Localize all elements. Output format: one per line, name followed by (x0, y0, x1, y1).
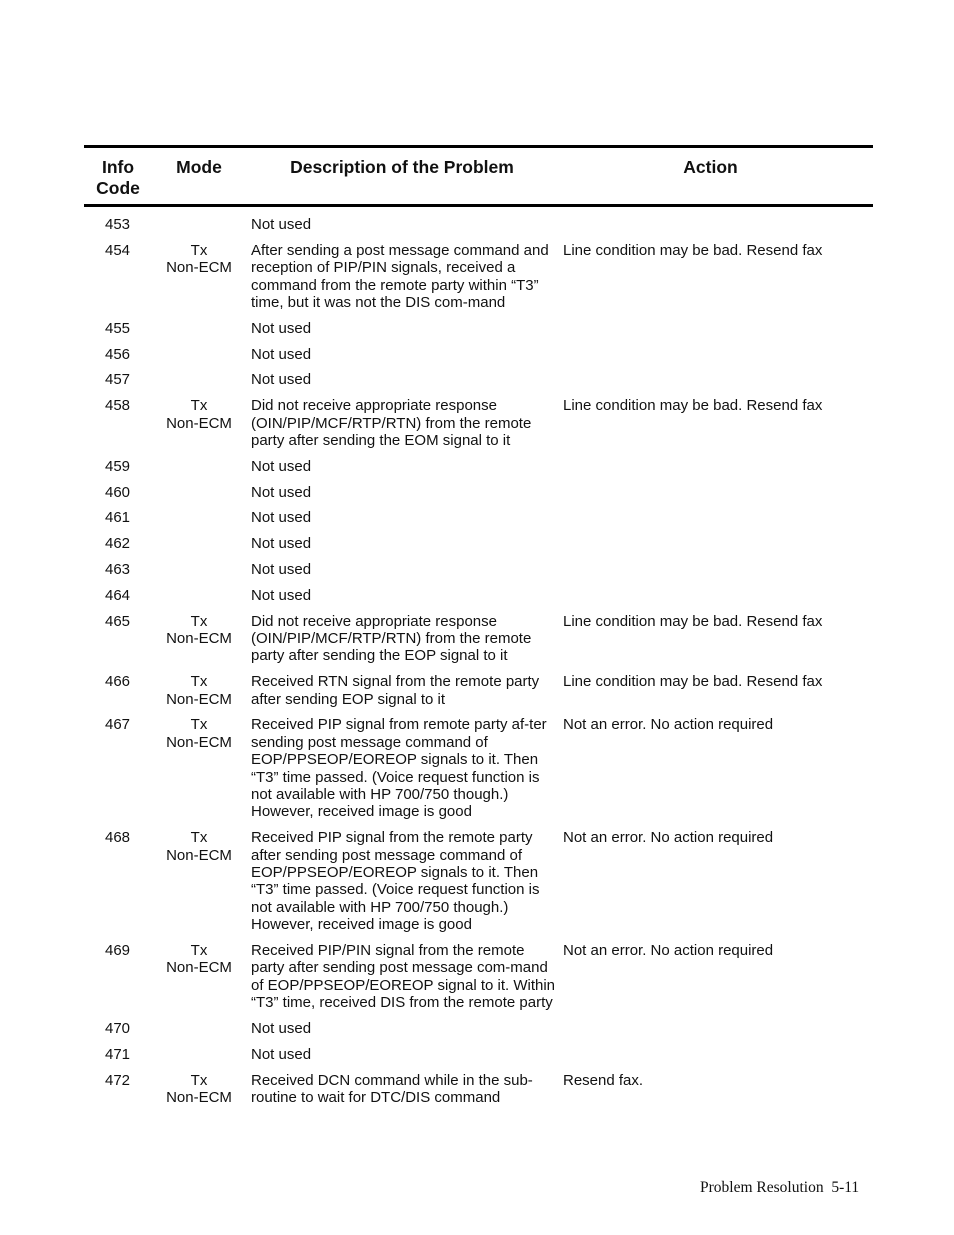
table-row (84, 458, 873, 475)
description-cell: Not used (251, 457, 312, 475)
mode-line-1: Tx (190, 1071, 208, 1089)
description-cell: Received PIP signal from the remote party after sending post message command of EOP/PPSEOP/EOREOP signals to it. Then “T3” time passed. (Voice request function is not available with HP 700/750 though.) However, received image is good (251, 829, 540, 934)
table-row (84, 371, 873, 388)
mode-cell (152, 216, 246, 233)
mode-line-1: Tx (190, 716, 208, 734)
info-code-cell: 470 (105, 1020, 131, 1038)
table-body (84, 207, 873, 1106)
mode-cell (152, 942, 246, 1012)
action-cell (558, 346, 873, 363)
info-code-cell: 471 (105, 1045, 131, 1063)
mode-line-2: Non-ECM (166, 690, 232, 708)
table-row (84, 829, 873, 933)
info-code-cell: 462 (105, 535, 131, 553)
info-code-cell: 466 (105, 673, 131, 691)
table-row (84, 673, 873, 708)
info-code-cell: 463 (105, 561, 131, 578)
info-code-cell: 458 (105, 397, 131, 415)
info-code-cell: 454 (105, 241, 131, 259)
description-cell: Not used (251, 535, 312, 553)
mode-cell (152, 829, 246, 933)
mode-cell (152, 673, 246, 708)
action-cell: Not an error. No action required (563, 942, 774, 960)
description-cell: Not used (251, 319, 312, 337)
mode-line-1: Tx (190, 241, 208, 259)
description-cell: Received RTN signal from the remote party after sending EOP signal to it (251, 673, 540, 708)
mode-line-2: Non-ECM (166, 1089, 232, 1107)
description-cell: Not used (251, 509, 312, 527)
action-cell (558, 216, 873, 233)
info-code-cell: 468 (105, 829, 131, 847)
table-row (84, 397, 873, 449)
mode-cell (152, 1020, 246, 1037)
info-code-cell: 465 (105, 612, 131, 630)
action-cell: Not an error. No action required (563, 829, 774, 847)
action-cell: Line condition may be bad. Resend fax (563, 397, 823, 415)
table-row (84, 484, 873, 501)
description-cell: Received PIP/PIN signal from the remote party after sending post message com-mand of EOP/PPSEOP/EOREOP signal to it. Within “T3” time, received DIS from the remote party (251, 942, 556, 1012)
action-cell (558, 535, 873, 552)
table-row (84, 1072, 873, 1107)
mode-cell (152, 397, 246, 449)
mode-cell (152, 346, 246, 363)
info-code-cell: 455 (105, 319, 131, 337)
info-code-table (84, 145, 873, 1115)
mode-line-2: Non-ECM (166, 259, 232, 277)
table-row (84, 587, 873, 604)
info-code-cell: 457 (105, 371, 131, 389)
table-row (84, 509, 873, 526)
info-code-cell: 469 (105, 942, 131, 960)
description-cell: Did not receive appropriate response (OIN/PIP/MCF/RTP/RTN) from the remote party after sending the EOM signal to it (251, 397, 532, 450)
description-cell: Not used (251, 216, 312, 233)
mode-line-2: Non-ECM (166, 630, 232, 647)
info-code-cell: 456 (105, 345, 131, 363)
mode-cell (152, 1072, 246, 1107)
table-row (84, 535, 873, 552)
action-cell (558, 561, 873, 578)
info-code-cell: 453 (105, 216, 131, 233)
mode-cell (152, 587, 246, 604)
action-cell (558, 1046, 873, 1063)
description-cell: Not used (251, 586, 312, 604)
table-row (84, 242, 873, 312)
table-row (84, 216, 873, 233)
description-cell: Not used (251, 561, 312, 578)
action-cell: Resend fax. (563, 1071, 644, 1089)
description-cell: Did not receive appropriate response (OIN/PIP/MCF/RTP/RTN) from the remote party after sending the EOP signal to it (251, 612, 532, 665)
mode-line-1: Tx (190, 397, 208, 415)
mode-cell (152, 1046, 246, 1063)
table-row (84, 1046, 873, 1063)
table-row (84, 1020, 873, 1037)
mode-line-2: Non-ECM (166, 959, 232, 977)
mode-cell (152, 561, 246, 578)
mode-cell (152, 371, 246, 388)
action-cell (558, 587, 873, 604)
mode-line-1: Tx (190, 942, 208, 960)
table-row (84, 320, 873, 337)
mode-line-2: Non-ECM (166, 846, 232, 864)
description-cell: Not used (251, 345, 312, 363)
action-cell: Line condition may be bad. Resend fax (563, 673, 823, 691)
description-cell: After sending a post message command and reception of PIP/PIN signals, received a command from the remote party within “T3” time, but it was not the DIS com-mand (251, 241, 549, 312)
action-cell: Line condition may be bad. Resend fax (563, 612, 823, 630)
info-code-cell: 472 (105, 1071, 131, 1089)
mode-cell (152, 242, 246, 312)
action-cell (558, 484, 873, 501)
description-cell: Received DCN command while in the sub-routine to wait for DTC/DIS command (251, 1071, 533, 1107)
page-footer: Problem Resolution 5-11 (700, 1179, 860, 1196)
table-row (84, 561, 873, 578)
mode-cell (152, 509, 246, 526)
mode-cell (152, 613, 246, 665)
action-cell: Line condition may be bad. Resend fax (563, 241, 823, 259)
action-cell (558, 458, 873, 475)
info-code-cell: 467 (105, 716, 131, 734)
table-row (84, 716, 873, 820)
info-code-cell: 461 (105, 509, 131, 527)
mode-line-2: Non-ECM (166, 414, 232, 432)
header-description: Description of the Problem (290, 157, 514, 177)
description-cell: Not used (251, 1020, 312, 1038)
mode-cell (152, 716, 246, 820)
mode-line-1: Tx (190, 612, 208, 630)
mode-cell (152, 458, 246, 475)
mode-cell (152, 484, 246, 501)
header-info-code-line2: Code (96, 178, 140, 198)
info-code-cell: 464 (105, 586, 131, 604)
header-action: Action (683, 157, 738, 177)
action-cell (558, 509, 873, 526)
header-info-code-line1: Info (101, 157, 135, 177)
table-row (84, 346, 873, 363)
action-cell (558, 320, 873, 337)
action-cell (558, 1020, 873, 1037)
info-code-cell: 459 (105, 457, 131, 475)
action-cell: Not an error. No action required (563, 716, 774, 734)
description-cell: Not used (251, 483, 312, 501)
description-cell: Received PIP signal from remote party af-ter sending post message command of EOP/PPSEOP/EOREOP signals to it. Then “T3” time passed. (Voice request function is not available with HP 700/750 though.) However, received image is good (251, 716, 547, 821)
mode-line-2: Non-ECM (166, 733, 232, 751)
table-row (84, 942, 873, 1012)
mode-cell (152, 535, 246, 552)
info-code-cell: 460 (105, 483, 131, 501)
mode-line-1: Tx (190, 673, 208, 691)
header-mode: Mode (176, 157, 222, 177)
description-cell: Not used (251, 371, 312, 389)
mode-line-1: Tx (190, 829, 208, 847)
header-info-code (84, 148, 152, 204)
action-cell (558, 371, 873, 388)
description-cell: Not used (251, 1045, 312, 1063)
table-row (84, 613, 873, 665)
table-header (84, 148, 873, 204)
mode-cell (152, 320, 246, 337)
